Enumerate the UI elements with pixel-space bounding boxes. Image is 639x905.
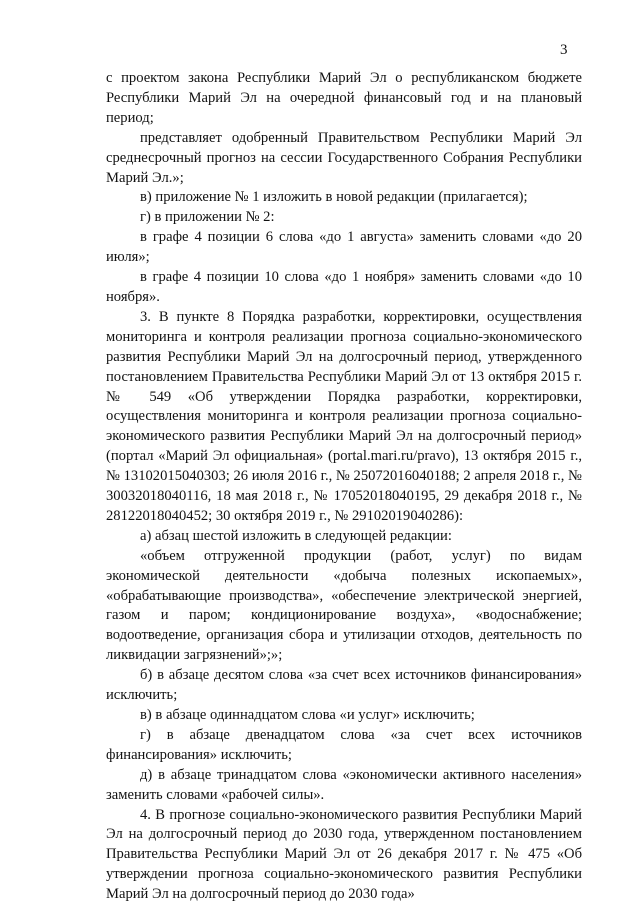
paragraph: «объем отгруженной продукции (работ, услуг) по видам экономической деятельности «добыча полезных ископаемых», «обрабатывающие производства», «обеспечение электрической энергией, газом и паром; кондиционирование воздуха», «водоснабжение; водоотведение, организация сбора и утилизации отходов, деятельность по ликвидации загрязнений»;»; (106, 547, 582, 664)
paragraph: 4. В прогнозе социально-экономического развития Республики Марий Эл на долгосрочный период до 2030 года, утвержденном постановлением Правительства Республики Марий Эл от 26 декабря 2017 г. № 475 «Об утверждении прогноза социально-экономического развития Республики Марий Эл на долгосрочный период до 2030 года» (106, 806, 582, 903)
paragraph: в) приложение № 1 изложить в новой редакции (прилагается); (140, 189, 528, 206)
paragraph: в графе 4 позиции 6 слова «до 1 августа» заменить словами «до 20 июля»; (106, 229, 582, 266)
paragraph: г) в приложении № 2: (140, 209, 275, 226)
paragraph: с проектом закона Республики Марий Эл о республиканском бюджете Республики Марий Эл на очередной финансовый год и на плановый период; (106, 70, 582, 126)
document-body (106, 69, 582, 905)
paragraph: в графе 4 позиции 10 слова «до 1 ноября» заменить словами «до 10 ноября». (106, 269, 582, 305)
paragraph: 3. В пункте 8 Порядка разработки, корректировки, осуществления мониторинга и контроля реализации прогноза социально-экономического развития Республики Марий Эл на долгосрочный период, утвержденного постановлением Правительства Республики Марий Эл от 13 октября 2015 г. № 549 «Об утверждении Порядка разработки, корректировки, осуществления мониторинга и контроля реализации прогноза социально-экономического развития Республики Марий Эл на долгосрочный период» (портал «Марий Эл официальная» (portal.mari.ru/pravo), 13 октября 2015 г., № 13102015040303; 26 июля 2016 г., № 25072016040188; 2 апреля 2018 г., № 30032018040116, 18 мая 2018 г., № 17052018040195, 29 декабря 2018 г., № 28122018040452; 30 октября 2019 г., № 29102019040286): (106, 308, 582, 524)
paragraph: в) в абзаце одиннадцатом слова «и услуг» исключить; (140, 707, 475, 723)
paragraph: д) в абзаце тринадцатом слова «экономически активного населения» заменить словами «рабочей силы». (106, 766, 582, 803)
page-number: 3 (560, 42, 568, 58)
paragraph: г) в абзаце двенадцатом слова «за счет всех источников финансирования» исключить; (106, 726, 582, 763)
paragraph: б) в абзаце десятом слова «за счет всех источников финансирования» исключить; (106, 667, 582, 704)
paragraph: представляет одобренный Правительством Республики Марий Эл среднесрочный прогноз на сессии Государственного Собрания Республики Марий Эл.»; (106, 129, 582, 186)
paragraph: а) абзац шестой изложить в следующей редакции: (140, 527, 452, 544)
